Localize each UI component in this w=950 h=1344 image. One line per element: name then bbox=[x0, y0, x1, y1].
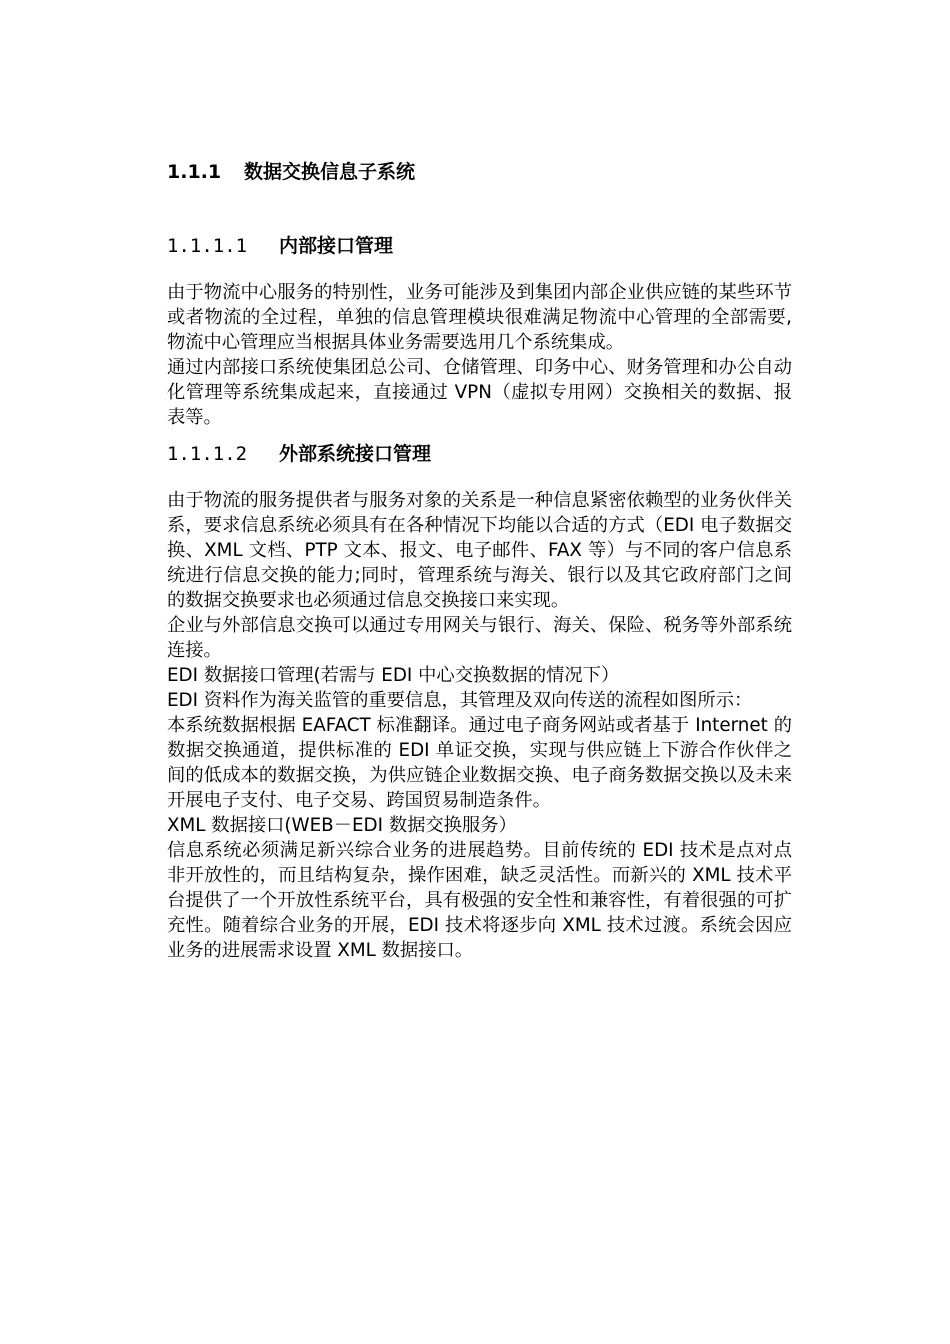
paragraph: EDI 资料作为海关监管的重要信息，其管理及双向传送的流程如图所示： bbox=[167, 690, 753, 711]
subsection-heading-internal bbox=[167, 232, 792, 260]
paragraph: 企业与外部信息交换可以通过专用网关与银行、海关、保险、税务等外部系统连接。 bbox=[167, 615, 792, 661]
document-body bbox=[167, 157, 792, 963]
paragraph: EDI 数据接口管理(若需与 EDI 中心交换数据的情况下） bbox=[167, 665, 620, 686]
section-heading bbox=[167, 157, 792, 187]
section-number: 1.1.1 bbox=[167, 161, 222, 183]
subsection-title: 内部接口管理 bbox=[279, 235, 394, 257]
subsection-heading-external bbox=[167, 440, 792, 468]
subsection-number: 1.1.1.1 bbox=[167, 235, 248, 257]
paragraph: 由于物流的服务提供者与服务对象的关系是一种信息紧密依赖型的业务伙伴关系，要求信息系统必须具有在各种情况下均能以合适的方式（EDI 电子数据交换、XML 文档、PTP 文本、报文、电子邮件、FAX 等）与不同的客户信息系统进行信息交换的能力;同时，管理系统与海关、银行以及其它政府部门之间的数据交换要求也必须通过信息交换接口来实现。 bbox=[167, 490, 792, 611]
paragraph: XML 数据接口(WEB－EDI 数据交换服务） bbox=[167, 815, 517, 836]
paragraph: 由于物流中心服务的特别性，业务可能涉及到集团内部企业供应链的某些环节或者物流的全过程，单独的信息管理模块很难满足物流中心管理的全部需要,物流中心管理应当根据具体业务需要选用几个系统集成。 bbox=[167, 282, 792, 353]
paragraph: 本系统数据根据 EAFACT 标准翻译。通过电子商务网站或者基于 Internet 的数据交换通道，提供标准的 EDI 单证交换，实现与供应链上下游合作伙伴之间的低成本的数据交换，为供应链企业数据交换、电子商务数据交换以及未来开展电子支付、电子交易、跨国贸易制造条件。 bbox=[167, 715, 792, 811]
subsection-number: 1.1.1.2 bbox=[167, 443, 248, 465]
paragraph: 通过内部接口系统使集团总公司、仓储管理、印务中心、财务管理和办公自动化管理等系统集成起来，直接通过 VPN（虚拟专用网）交换相关的数据、报表等。 bbox=[167, 357, 792, 428]
subsection-title: 外部系统接口管理 bbox=[279, 443, 432, 465]
paragraph: 信息系统必须满足新兴综合业务的进展趋势。目前传统的 EDI 技术是点对点非开放性的，而且结构复杂，操作困难，缺乏灵活性。而新兴的 XML 技术平台提供了一个开放性系统平台，具有极强的安全性和兼容性，有着很强的可扩充性。随着综合业务的开展，EDI 技术将逐步向 XML 技术过渡。系统会因应业务的进展需求设置 XML 数据接口。 bbox=[167, 840, 792, 961]
section-title: 数据交换信息子系统 bbox=[244, 161, 416, 183]
